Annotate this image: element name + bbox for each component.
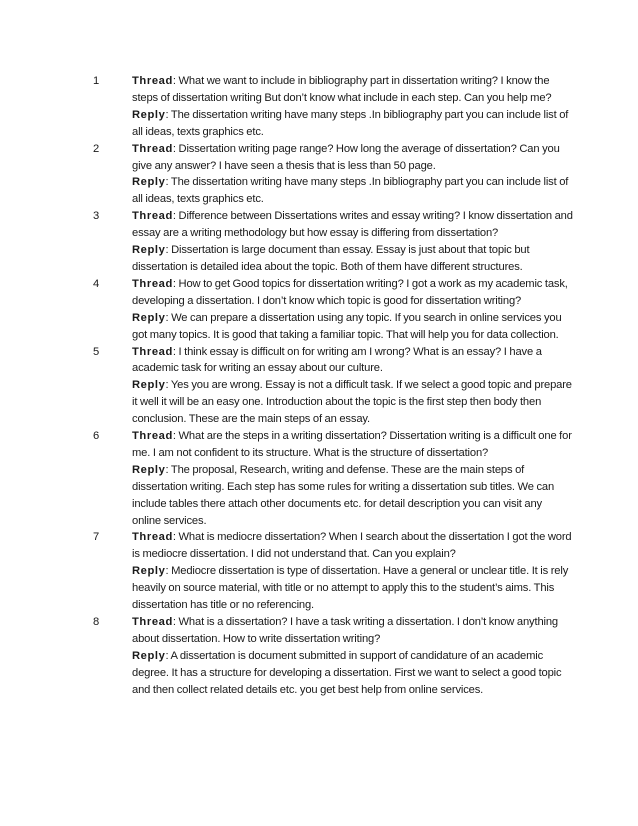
- reply-label: Reply: [132, 463, 166, 476]
- thread-question: [132, 529, 573, 563]
- thread-entry: [93, 614, 573, 699]
- reply-text: : The dissertation writing have many steps .In bibliography part you can include list of all ideas, texts graphics etc.: [132, 108, 569, 138]
- thread-label: Thread: [132, 616, 173, 628]
- reply-label: Reply: [132, 379, 166, 392]
- entry-body: [132, 428, 573, 529]
- thread-entry: [93, 141, 573, 209]
- thread-reply: [132, 563, 573, 614]
- reply-text: : A dissertation is document submitted in support of candidature of an academic degree. It has a structure for developing a dissertation. First we want to select a good topic and then collect related details etc. you get best help from online services.: [132, 649, 562, 696]
- thread-label: Thread: [132, 210, 173, 223]
- entry-number: 1: [93, 75, 100, 87]
- thread-reply: [132, 377, 573, 428]
- thread-entry: [93, 208, 573, 276]
- reply-text: : The proposal, Research, writing and defense. These are the main steps of dissertation writing. Each step has some rules for writing a dissertation sub titles. We can include tables there attach other documents etc. for detail description you can visit any online services.: [132, 463, 555, 527]
- thread-list: [93, 73, 573, 699]
- reply-text: : Mediocre dissertation is type of dissertation. Have a general or unclear title. It is rely heavily on source material, with title or no attempt to apply this to the student’s aims. This dissertation has title or no referencing.: [132, 565, 569, 612]
- thread-label: Thread: [132, 75, 173, 87]
- thread-entry: [93, 428, 573, 529]
- thread-label: Thread: [132, 430, 173, 443]
- thread-reply: [132, 174, 573, 208]
- thread-question: [132, 344, 573, 378]
- reply-label: Reply: [132, 311, 166, 324]
- thread-question: [132, 428, 573, 462]
- entry-body: [132, 73, 573, 141]
- thread-question: [132, 614, 573, 648]
- thread-text: : What we want to include in bibliography part in dissertation writing? I know the steps of dissertation writing But don’t know what include in each step. Can you help me?: [132, 75, 552, 104]
- thread-entry: [93, 344, 573, 429]
- thread-reply: [132, 107, 573, 141]
- thread-label: Thread: [132, 531, 173, 544]
- thread-label: Thread: [132, 277, 173, 290]
- thread-text: : I think essay is difficult on for writing am I wrong? What is an essay? I have a academic task for writing an essay about our culture.: [132, 345, 542, 375]
- thread-reply: [132, 648, 573, 699]
- thread-question: [132, 73, 573, 107]
- thread-reply: [132, 462, 573, 530]
- thread-question: [132, 276, 573, 310]
- reply-text: : Yes you are wrong. Essay is not a difficult task. If we select a good topic and prepare it well it will be an easy one. Introduction about the topic is the first step then body then conclusion. These are the main steps of an essay.: [132, 379, 572, 426]
- entry-number: 7: [93, 531, 100, 544]
- thread-reply: [132, 310, 573, 344]
- reply-text: : We can prepare a dissertation using any topic. If you search in online services you got many topics. It is good that taking a familiar topic. That will help you for data collection.: [132, 311, 562, 341]
- thread-text: : How to get Good topics for dissertation writing? I got a work as my academic task, developing a dissertation. I don’t know which topic is good for dissertation writing?: [132, 277, 568, 307]
- thread-text: : Dissertation writing page range? How long the average of dissertation? Can you give any answer? I have seen a thesis that is less than 50 page.: [132, 142, 560, 172]
- thread-question: [132, 141, 573, 175]
- thread-label: Thread: [132, 345, 173, 358]
- thread-entry: [93, 529, 573, 614]
- entry-body: [132, 141, 573, 209]
- entry-number: 6: [93, 430, 100, 443]
- thread-question: [132, 208, 573, 242]
- reply-label: Reply: [132, 176, 166, 189]
- reply-label: Reply: [132, 649, 166, 662]
- thread-label: Thread: [132, 142, 173, 155]
- reply-label: Reply: [132, 244, 166, 257]
- entry-body: [132, 208, 573, 276]
- entry-body: [132, 344, 573, 429]
- thread-text: : What is a dissertation? I have a task writing a dissertation. I don’t know anything about dissertation. How to write dissertation writing?: [132, 616, 558, 645]
- entry-body: [132, 276, 573, 344]
- thread-entry: [93, 276, 573, 344]
- entry-body: [132, 614, 573, 699]
- entry-number: 2: [93, 142, 100, 155]
- thread-entry: [93, 73, 573, 141]
- entry-number: 4: [93, 277, 100, 290]
- reply-text: : Dissertation is large document than essay. Essay is just about that topic but dissertation is detailed idea about the topic. Both of them have different structures.: [132, 244, 530, 273]
- reply-label: Reply: [132, 108, 166, 121]
- entry-number: 3: [93, 210, 100, 223]
- entry-body: [132, 529, 573, 614]
- entry-number: 8: [93, 616, 100, 628]
- reply-label: Reply: [132, 565, 166, 578]
- entry-number: 5: [93, 345, 100, 358]
- thread-text: : Difference between Dissertations writes and essay writing? I know dissertation and essay are a writing methodology but how essay is differing from dissertation?: [132, 210, 573, 240]
- reply-text: : The dissertation writing have many steps .In bibliography part you can include list of all ideas, texts graphics etc.: [132, 176, 569, 206]
- thread-reply: [132, 242, 573, 276]
- thread-text: : What are the steps in a writing dissertation? Dissertation writing is a difficult one for me. I am not confident to its structure. What is the structure of dissertation?: [132, 430, 572, 459]
- thread-text: : What is mediocre dissertation? When I search about the dissertation I got the word is mediocre dissertation. I did not understand that. Can you explain?: [132, 531, 572, 561]
